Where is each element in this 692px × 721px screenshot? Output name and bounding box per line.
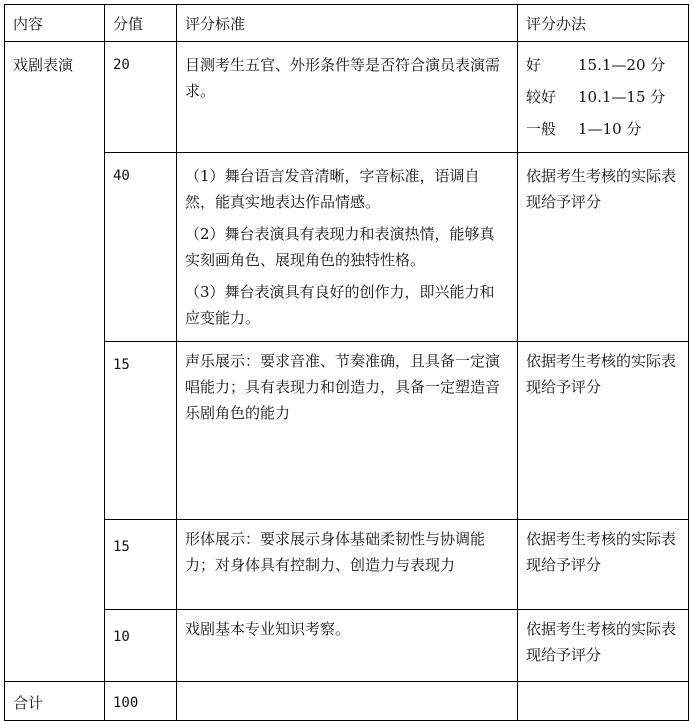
header-criteria: 评分标准	[177, 5, 518, 42]
table-row	[5, 342, 689, 520]
table-row	[5, 42, 689, 153]
score-cell: 10	[105, 610, 177, 682]
criteria-text: （2）舞台表演具有表现力和表演热情，能够真实刻画角色、展现角色的独特性格。	[185, 225, 495, 269]
header-score: 分值	[105, 5, 177, 42]
method-cell: 依据考生考核的实际表现给予评分	[518, 610, 689, 682]
criteria-cell: 声乐展示：要求音准、节奏准确，且具备一定演唱能力；具有表现力和创造力，具备一定塑造音乐剧角色的能力	[177, 342, 518, 520]
method-range: 10.1—15 分	[578, 88, 666, 106]
category-cell: 戏剧表演	[5, 42, 105, 682]
scoring-table	[4, 4, 689, 721]
method-level: 一般	[526, 120, 557, 138]
score-cell: 15	[105, 342, 177, 520]
method-level: 好	[526, 56, 542, 74]
method-cell: 依据考生考核的实际表现给予评分	[518, 153, 689, 342]
total-score: 100	[105, 682, 177, 721]
criteria-cell	[177, 42, 518, 153]
criteria-text: （1）舞台语言发音清晰，字音标准，语调自然，能真实地表达作品情感。	[185, 167, 480, 211]
criteria-text: 目测考生五官、外形条件等是否符合演员表演需求。	[185, 56, 501, 100]
score-cell: 40	[105, 153, 177, 342]
criteria-cell	[177, 153, 518, 342]
table-row	[5, 520, 689, 610]
total-label: 合计	[5, 682, 105, 721]
table-row	[5, 610, 689, 682]
method-level-line	[526, 52, 680, 78]
score-cell: 15	[105, 520, 177, 610]
criteria-text: （3）舞台表演具有良好的创作力，即兴能力和应变能力。	[185, 283, 495, 327]
header-content: 内容	[5, 5, 105, 42]
total-method-empty	[518, 682, 689, 721]
method-range: 1—10 分	[578, 120, 642, 138]
method-level-line	[526, 84, 680, 110]
header-method: 评分办法	[518, 5, 689, 42]
score-cell: 20	[105, 42, 177, 153]
method-level-line	[526, 116, 680, 142]
total-row	[5, 682, 689, 721]
total-criteria-empty	[177, 682, 518, 721]
header-row	[5, 5, 689, 42]
criteria-cell: 形体展示：要求展示身体基础柔韧性与协调能力；对身体具有控制力、创造力与表现力	[177, 520, 518, 610]
method-range: 15.1—20 分	[578, 56, 666, 74]
method-cell	[518, 42, 689, 153]
method-cell: 依据考生考核的实际表现给予评分	[518, 342, 689, 520]
table-row	[5, 153, 689, 342]
method-cell: 依据考生考核的实际表现给予评分	[518, 520, 689, 610]
criteria-cell: 戏剧基本专业知识考察。	[177, 610, 518, 682]
method-level: 较好	[526, 88, 557, 106]
